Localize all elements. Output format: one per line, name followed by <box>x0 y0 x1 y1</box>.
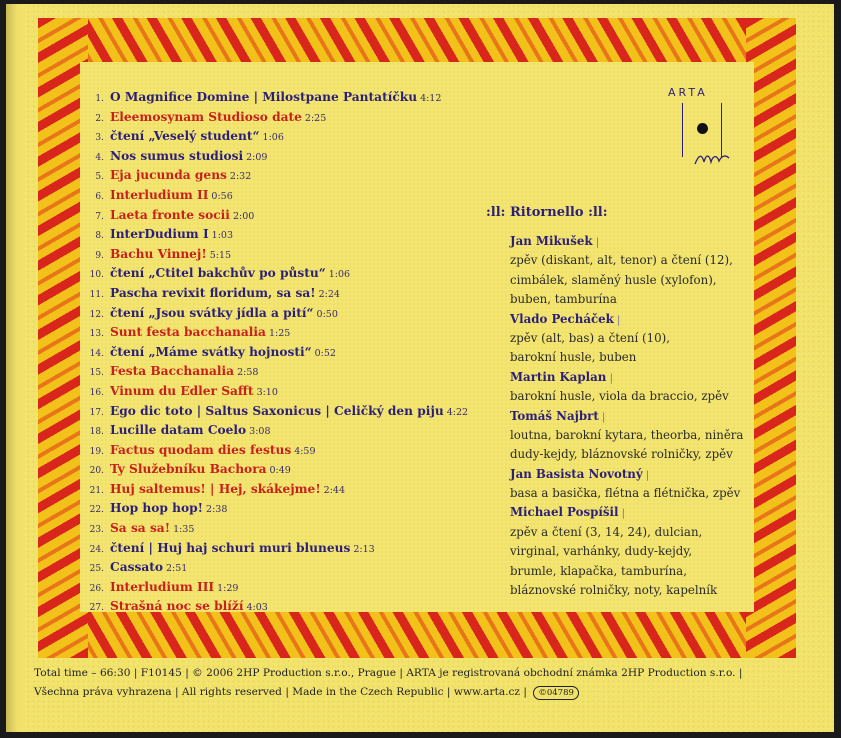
track-duration: 2:38 <box>206 504 228 516</box>
track-item <box>88 499 468 519</box>
track-item <box>88 284 468 304</box>
track-number: 27. <box>89 603 104 614</box>
track-number: 24. <box>89 544 104 555</box>
logo-text: ARTA <box>668 86 708 99</box>
track-number: 16. <box>89 387 104 398</box>
performer-instruments: barokní husle, buben <box>510 350 637 365</box>
footer-line-2-text: Všechna práva vyhrazena | All rights reserved | Made in the Czech Republic | www.arta.cz | <box>34 686 527 698</box>
track-item <box>88 558 468 578</box>
track-item <box>88 323 468 343</box>
track-list <box>88 88 468 617</box>
track-title: Nos sumus studiosi <box>110 148 244 163</box>
track-title: čtení | Huj haj schuri muri bluneus <box>110 540 351 555</box>
track-title: čtení „Máme svátky hojnosti“ <box>110 344 312 359</box>
performer-instruments: zpěv a čtení (3, 14, 24), dulcian, <box>510 524 703 539</box>
track-item <box>88 539 468 559</box>
performer-instruments: virginal, varhánky, dudy-kejdy, <box>510 544 693 559</box>
track-item <box>88 402 468 422</box>
track-title: Laeta fronte socii <box>110 207 230 222</box>
performer-instruments: bláznovské rolničky, noty, kapelník <box>510 583 718 598</box>
track-title: Eleemosynam Studioso date <box>110 109 302 124</box>
track-title: čtení „Jsou svátky jídla a pití“ <box>110 305 314 320</box>
performer-instruments: loutna, barokní kytara, theorba, niněra <box>510 427 744 442</box>
track-number: 9. <box>95 250 104 261</box>
cd-spine <box>6 4 24 732</box>
performer-instruments: basa a basička, flétna a flétnička, zpěv <box>510 486 741 501</box>
track-item <box>88 206 468 226</box>
track-item <box>88 362 468 382</box>
track-number: 21. <box>89 485 104 496</box>
performer-instruments: zpěv (diskant, alt, tenor) a čtení (12), <box>510 253 733 268</box>
track-number: 23. <box>89 525 104 536</box>
track-number: 8. <box>95 231 104 242</box>
track-title: Bachu Vinnej! <box>110 246 207 261</box>
track-number: 7. <box>95 211 104 222</box>
track-title: čtení „Veselý student“ <box>110 129 260 144</box>
track-item <box>88 519 468 539</box>
track-number: 13. <box>89 329 104 340</box>
track-duration: 2:13 <box>353 543 375 555</box>
performer-name-row <box>510 465 750 484</box>
track-number: 5. <box>95 172 104 183</box>
logo-frame <box>682 103 722 157</box>
track-item <box>88 166 468 186</box>
logo-squiggle-icon <box>694 152 730 166</box>
performer-name: Vlado Pecháček | <box>510 312 620 326</box>
track-duration: 2:58 <box>237 367 259 379</box>
track-title: Factus quodam dies festus <box>110 442 292 457</box>
track-title: Vinum du Edler Safft <box>110 383 254 398</box>
track-duration: 2:25 <box>304 112 327 124</box>
track-number: 10. <box>89 270 104 281</box>
track-item <box>88 480 468 500</box>
track-duration: 0:50 <box>316 308 338 320</box>
track-number: 1. <box>95 94 104 104</box>
track-title: čtení „Ctitel bakchův po půstu“ <box>110 266 326 281</box>
track-duration: 3:10 <box>256 386 278 398</box>
performer-name-row <box>510 310 750 329</box>
track-item <box>88 460 468 480</box>
track-duration: 3:08 <box>249 426 271 438</box>
track-duration: 4:12 <box>420 93 442 104</box>
track-title: Hop hop hop! <box>110 501 204 516</box>
track-number: 4. <box>95 152 104 163</box>
track-duration: 2:32 <box>229 171 252 183</box>
track-duration: 1:06 <box>262 132 284 144</box>
track-title: Strašná noc se blíží <box>110 599 244 614</box>
track-duration: 2:09 <box>246 151 268 163</box>
track-item <box>88 441 468 461</box>
track-duration: 1:29 <box>217 582 239 594</box>
track-title: Ty Služebníku Bachora <box>110 462 267 477</box>
track-number: 15. <box>89 368 104 379</box>
track-duration: 1:03 <box>211 230 233 242</box>
track-number: 19. <box>89 446 104 457</box>
track-duration: 1:25 <box>268 328 291 340</box>
track-item <box>88 343 468 363</box>
track-item <box>88 245 468 265</box>
track-item <box>88 147 468 167</box>
track-title: Ego dic toto | Saltus Saxonicus | Celičký den piju <box>110 403 444 418</box>
track-duration: 2:00 <box>232 210 255 222</box>
track-number: 14. <box>89 348 104 359</box>
track-number: 6. <box>95 191 104 202</box>
performer-list <box>510 232 750 600</box>
performer-name-row <box>510 407 750 426</box>
performer-instruments: cimbálek, slaměný husle (xylofon), <box>510 272 717 287</box>
track-item <box>88 597 468 617</box>
track-item <box>88 304 468 324</box>
track-duration: 2:44 <box>323 484 346 496</box>
arta-logo <box>664 86 744 176</box>
track-item <box>88 88 468 108</box>
performer-name: Tomáš Najbrt | <box>510 409 605 423</box>
track-number: 12. <box>89 309 104 320</box>
track-title: Eja jucunda gens <box>110 168 227 183</box>
track-number: 22. <box>89 505 104 516</box>
performer-name: Martin Kaplan | <box>510 370 613 384</box>
track-item <box>88 186 468 206</box>
track-duration: 4:59 <box>294 445 316 457</box>
track-title: Sa sa sa! <box>110 521 171 536</box>
track-duration: 5:15 <box>209 249 232 261</box>
track-duration: 0:52 <box>314 347 336 359</box>
performer-instruments: brumle, klapačka, tamburína, <box>510 563 687 578</box>
track-duration: 2:24 <box>318 288 340 300</box>
track-duration: 0:49 <box>269 465 291 477</box>
track-duration: 0:56 <box>211 190 233 202</box>
track-number: 26. <box>89 583 104 594</box>
track-duration: 4:03 <box>246 602 268 614</box>
performer-instruments: buben, tamburína <box>510 292 617 307</box>
track-title: Pascha revixit floridum, sa sa! <box>110 285 316 300</box>
track-title: Interludium III <box>110 579 215 594</box>
track-title: Cassato <box>110 560 163 575</box>
track-title: InterDudium I <box>110 227 209 242</box>
track-item <box>88 578 468 598</box>
track-number: 11. <box>89 289 104 300</box>
performer-name-row <box>510 503 750 522</box>
track-title: Huj saltemus! | Hej, skákejme! <box>110 481 321 496</box>
track-number: 17. <box>89 407 104 418</box>
performer-name: Jan Mikušek | <box>510 234 599 248</box>
track-title: Interludium II <box>110 187 209 202</box>
track-number: 18. <box>89 427 104 438</box>
performer-name: Jan Basista Novotný | <box>510 467 649 481</box>
logo-dot-icon <box>697 123 708 134</box>
track-item <box>88 382 468 402</box>
track-number: 20. <box>89 466 104 477</box>
performer-name: Michael Pospíšil | <box>510 505 625 519</box>
track-duration: 2:51 <box>165 563 188 575</box>
track-duration: 4:22 <box>446 406 469 418</box>
track-duration: 1:06 <box>328 269 351 281</box>
track-title: Lucille datam Coelo <box>110 423 247 438</box>
footer-line-1: Total time – 66:30 | F10145 | © 2006 2HP Production s.r.o., Prague | ARTA je registrovaná obchodní známka 2HP Production s.r.o. | <box>34 667 743 679</box>
performer-instruments: zpěv (alt, bas) a čtení (10), <box>510 330 671 345</box>
track-item <box>88 127 468 147</box>
performer-name-row <box>510 368 750 387</box>
performer-name-row <box>510 232 750 251</box>
track-title: Festa Bacchanalia <box>110 364 235 379</box>
ensemble-name: :ll: Ritornello :ll: <box>486 205 608 220</box>
track-duration: 1:35 <box>173 524 195 536</box>
track-item <box>88 264 468 284</box>
track-item <box>88 421 468 441</box>
track-title: Sunt festa bacchanalia <box>110 325 266 340</box>
track-item <box>88 108 468 128</box>
track-number: 2. <box>95 113 104 124</box>
catalog-badge: ©04789 <box>533 686 579 700</box>
track-number: 25. <box>89 564 104 575</box>
footer-credits <box>34 664 742 702</box>
track-title: O Magnifice Domine | Milostpane Pantatíčku <box>110 90 418 104</box>
track-item <box>88 225 468 245</box>
footer-line-2 <box>34 683 742 702</box>
performer-instruments: barokní husle, viola da braccio, zpěv <box>510 389 729 404</box>
track-number: 3. <box>95 133 104 144</box>
performer-instruments: dudy-kejdy, bláznovské rolničky, zpěv <box>510 447 733 462</box>
